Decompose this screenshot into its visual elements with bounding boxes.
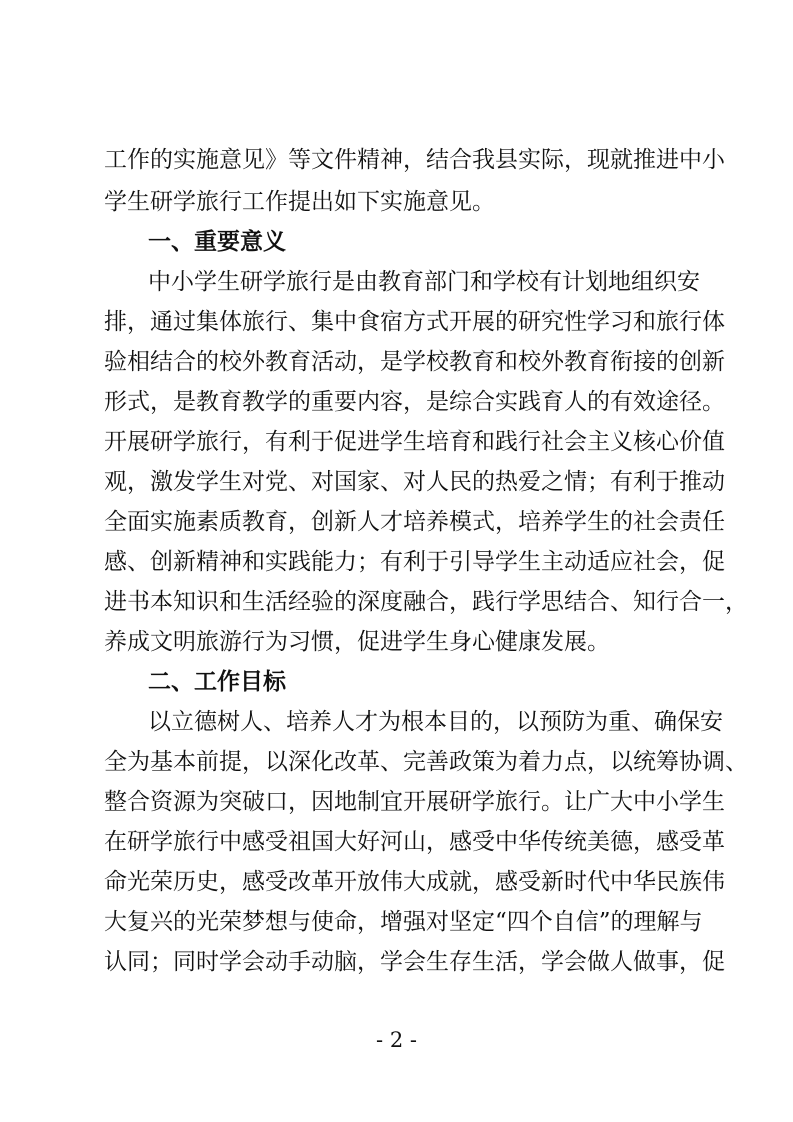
section2-line: 命光荣历史，感受改革开放伟大成就，感受新时代中华民族伟	[104, 869, 725, 895]
section1-line: 开展研学旅行，有利于促进学生培育和践行社会主义核心价值	[104, 429, 725, 455]
section2-line: 整合资源为突破口，因地制宜开展研学旅行。让广大中小学生	[104, 789, 725, 815]
intro-line-1: 工作的实施意见》等文件精神，结合我县实际，现就推进中小	[104, 147, 725, 173]
paragraph-line	[0, 902, 793, 942]
section1-line: 中小学生研学旅行是由教育部门和学校有计划地组织安	[148, 269, 700, 295]
paragraph-line	[0, 182, 793, 222]
paragraph-line	[0, 582, 793, 622]
paragraph-line	[0, 422, 793, 462]
paragraph-line	[0, 742, 793, 782]
section2-line: 认同；同时学会动手动脑，学会生存生活，学会做人做事，促	[104, 949, 725, 975]
section1-line: 感、创新精神和实践能力；有利于引导学生主动适应社会，促	[104, 549, 725, 575]
paragraph-line	[0, 622, 793, 662]
paragraph-line	[0, 702, 793, 742]
section1-line: 养成文明旅游行为习惯，促进学生身心健康发展。	[104, 629, 610, 655]
section-heading-goals: 二、工作目标	[148, 669, 286, 695]
section1-line: 进书本知识和生活经验的深度融合，践行学思结合、知行合一，	[104, 589, 748, 615]
section-heading-row	[0, 222, 793, 262]
paragraph-line	[0, 782, 793, 822]
section2-line: 以立德树人、培养人才为根本目的，以预防为重、确保安	[148, 709, 723, 735]
paragraph-line	[0, 862, 793, 902]
paragraph-line	[0, 382, 793, 422]
paragraph-line	[0, 302, 793, 342]
section2-line: 在研学旅行中感受祖国大好河山，感受中华传统美德，感受革	[104, 829, 725, 855]
section1-line: 验相结合的校外教育活动，是学校教育和校外教育衔接的创新	[104, 349, 725, 375]
section1-line: 观，激发学生对党、对国家、对人民的热爱之情；有利于推动	[104, 469, 725, 495]
paragraph-line	[0, 502, 793, 542]
section1-line: 排，通过集体旅行、集中食宿方式开展的研究性学习和旅行体	[104, 309, 725, 335]
section-heading-row	[0, 662, 793, 702]
paragraph-line	[0, 140, 793, 180]
section2-line: 全为基本前提，以深化改革、完善政策为着力点，以统筹协调、	[104, 749, 748, 775]
section2-line: 大复兴的光荣梦想与使命，增强对坚定“四个自信”的理解与	[104, 909, 703, 935]
paragraph-line	[0, 822, 793, 862]
paragraph-line	[0, 262, 793, 302]
paragraph-line	[0, 462, 793, 502]
paragraph-line	[0, 942, 793, 982]
section1-line: 全面实施素质教育，创新人才培养模式，培养学生的社会责任	[104, 509, 725, 535]
paragraph-line	[0, 342, 793, 382]
paragraph-line	[0, 542, 793, 582]
page-number: - 2 -	[376, 1028, 417, 1052]
section1-line: 形式，是教育教学的重要内容，是综合实践育人的有效途径。	[104, 389, 725, 415]
section-heading-importance: 一、重要意义	[148, 229, 286, 255]
intro-line-2: 学生研学旅行工作提出如下实施意见。	[104, 189, 495, 215]
